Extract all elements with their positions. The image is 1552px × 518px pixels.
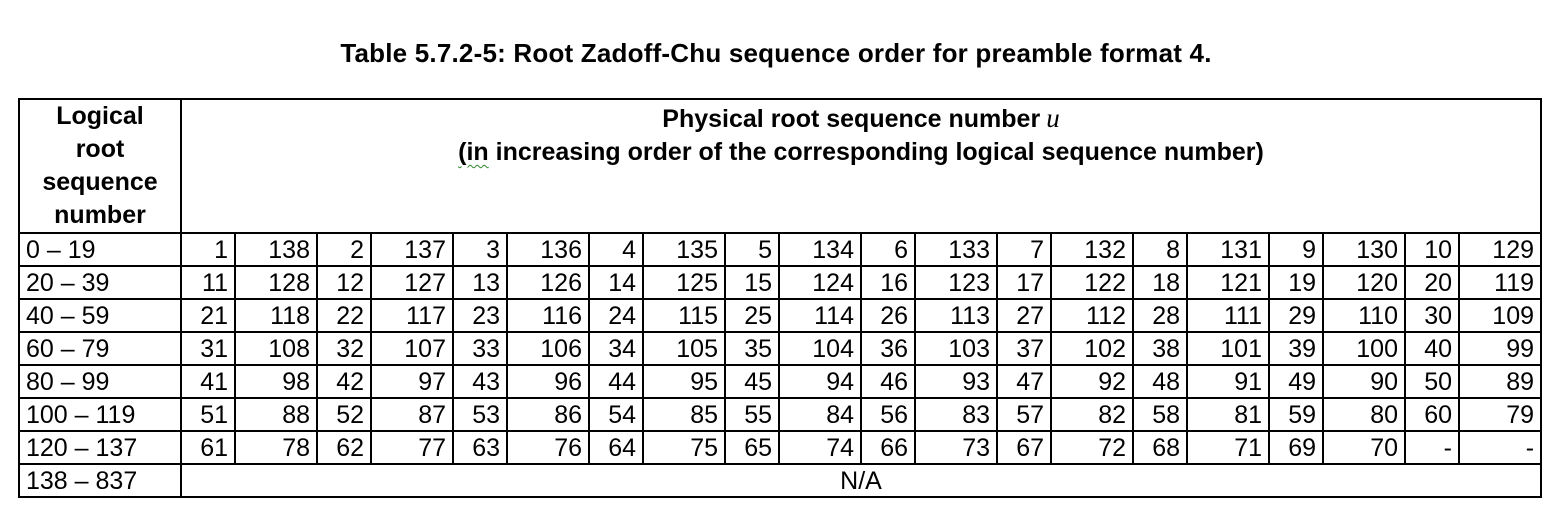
physical-root-cell: 39 — [1269, 332, 1323, 365]
physical-root-cell: 108 — [235, 332, 317, 365]
physical-root-cell: 26 — [861, 299, 915, 332]
physical-root-cell: 102 — [1051, 332, 1133, 365]
physical-root-cell: 61 — [181, 431, 235, 464]
physical-root-cell: 29 — [1269, 299, 1323, 332]
physical-root-cell: 53 — [453, 398, 507, 431]
physical-root-cell: 92 — [1051, 365, 1133, 398]
physical-root-cell: 133 — [915, 233, 997, 266]
physical-root-cell: 93 — [915, 365, 997, 398]
na-cell: N/A — [181, 464, 1541, 497]
physical-root-cell: 58 — [1133, 398, 1187, 431]
physical-root-cell: 11 — [181, 266, 235, 299]
physical-root-cell: 71 — [1187, 431, 1269, 464]
logical-root-header — [19, 99, 181, 233]
physical-root-cell: 6 — [861, 233, 915, 266]
physical-root-cell: 2 — [317, 233, 371, 266]
physical-root-cell: 125 — [643, 266, 725, 299]
physical-root-cell: 73 — [915, 431, 997, 464]
physical-root-cell: 130 — [1323, 233, 1405, 266]
physical-root-cell: 113 — [915, 299, 997, 332]
physical-root-cell: 57 — [997, 398, 1051, 431]
physical-root-cell: 34 — [589, 332, 643, 365]
physical-root-cell: 15 — [725, 266, 779, 299]
physical-root-cell: 38 — [1133, 332, 1187, 365]
physical-root-cell: 28 — [1133, 299, 1187, 332]
table-row — [19, 299, 1541, 332]
physical-header-symbol: u — [1046, 103, 1060, 133]
physical-root-cell: 134 — [779, 233, 861, 266]
physical-root-cell: 70 — [1323, 431, 1405, 464]
physical-root-cell: 64 — [589, 431, 643, 464]
physical-root-cell: 81 — [1187, 398, 1269, 431]
physical-root-cell: 88 — [235, 398, 317, 431]
table-body — [19, 233, 1541, 497]
physical-root-cell: 43 — [453, 365, 507, 398]
logical-header-line-3: sequence — [42, 168, 158, 196]
physical-root-cell: 68 — [1133, 431, 1187, 464]
physical-root-cell: 14 — [589, 266, 643, 299]
physical-root-cell: 59 — [1269, 398, 1323, 431]
physical-root-cell: 78 — [235, 431, 317, 464]
physical-root-cell: 98 — [235, 365, 317, 398]
physical-root-cell: 77 — [371, 431, 453, 464]
zadoff-chu-table — [18, 98, 1542, 498]
physical-root-cell: 96 — [507, 365, 589, 398]
physical-header-title-text: Physical root sequence number — [662, 105, 1041, 133]
physical-root-cell: 56 — [861, 398, 915, 431]
physical-header-subtitle-text: increasing order of the corresponding logical sequence number) — [488, 138, 1264, 166]
physical-root-cell: - — [1459, 431, 1541, 464]
physical-root-cell: 40 — [1405, 332, 1459, 365]
header-row — [19, 99, 1541, 233]
physical-header-subtitle — [188, 136, 1534, 169]
physical-root-cell: 66 — [861, 431, 915, 464]
physical-root-header — [181, 99, 1541, 233]
physical-root-cell: 74 — [779, 431, 861, 464]
physical-root-cell: 44 — [589, 365, 643, 398]
table-row-last — [19, 464, 1541, 497]
logical-range-cell: 40 – 59 — [19, 299, 181, 332]
physical-root-cell: 126 — [507, 266, 589, 299]
physical-root-cell: 82 — [1051, 398, 1133, 431]
physical-root-cell: 12 — [317, 266, 371, 299]
physical-root-cell: 97 — [371, 365, 453, 398]
physical-root-cell: 45 — [725, 365, 779, 398]
physical-root-cell: 67 — [997, 431, 1051, 464]
physical-root-cell: 47 — [997, 365, 1051, 398]
physical-root-cell: 54 — [589, 398, 643, 431]
physical-root-cell: 105 — [643, 332, 725, 365]
physical-root-cell: 84 — [779, 398, 861, 431]
physical-root-cell: 85 — [643, 398, 725, 431]
physical-root-cell: 119 — [1459, 266, 1541, 299]
physical-root-cell: 52 — [317, 398, 371, 431]
physical-root-cell: 21 — [181, 299, 235, 332]
table-row — [19, 332, 1541, 365]
physical-root-cell: 60 — [1405, 398, 1459, 431]
physical-root-cell: 36 — [861, 332, 915, 365]
physical-root-cell: 31 — [181, 332, 235, 365]
physical-root-cell: 46 — [861, 365, 915, 398]
physical-root-cell: 72 — [1051, 431, 1133, 464]
physical-root-cell: 121 — [1187, 266, 1269, 299]
physical-root-cell: 117 — [371, 299, 453, 332]
physical-root-cell: 69 — [1269, 431, 1323, 464]
physical-root-cell: 103 — [915, 332, 997, 365]
physical-root-cell: 124 — [779, 266, 861, 299]
physical-root-cell: 33 — [453, 332, 507, 365]
logical-range-cell: 60 – 79 — [19, 332, 181, 365]
physical-root-cell: 111 — [1187, 299, 1269, 332]
logical-range-cell: 100 – 119 — [19, 398, 181, 431]
logical-header-line-1: Logical — [56, 102, 144, 130]
physical-root-cell: 41 — [181, 365, 235, 398]
physical-root-cell: 118 — [235, 299, 317, 332]
physical-root-cell: 13 — [453, 266, 507, 299]
physical-root-cell: 104 — [779, 332, 861, 365]
physical-root-cell: 30 — [1405, 299, 1459, 332]
physical-root-cell: 18 — [1133, 266, 1187, 299]
physical-root-cell: 109 — [1459, 299, 1541, 332]
table-row — [19, 431, 1541, 464]
physical-root-cell: 83 — [915, 398, 997, 431]
physical-root-cell: 42 — [317, 365, 371, 398]
physical-root-cell: 95 — [643, 365, 725, 398]
physical-root-cell: 90 — [1323, 365, 1405, 398]
physical-root-cell: 120 — [1323, 266, 1405, 299]
physical-root-cell: 114 — [779, 299, 861, 332]
logical-range-cell: 138 – 837 — [19, 464, 181, 497]
spellcheck-squiggle-word: (in — [458, 138, 489, 166]
physical-root-cell: 23 — [453, 299, 507, 332]
physical-root-cell: 110 — [1323, 299, 1405, 332]
table-row — [19, 365, 1541, 398]
physical-root-cell: 20 — [1405, 266, 1459, 299]
physical-root-cell: 37 — [997, 332, 1051, 365]
physical-root-cell: 91 — [1187, 365, 1269, 398]
physical-root-cell: 136 — [507, 233, 589, 266]
physical-root-cell: 50 — [1405, 365, 1459, 398]
logical-header-line-4: number — [54, 201, 146, 229]
physical-root-cell: 107 — [371, 332, 453, 365]
physical-root-cell: 4 — [589, 233, 643, 266]
physical-root-cell: 115 — [643, 299, 725, 332]
physical-root-cell: 55 — [725, 398, 779, 431]
physical-root-cell: 5 — [725, 233, 779, 266]
physical-root-cell: 7 — [997, 233, 1051, 266]
physical-root-cell: 35 — [725, 332, 779, 365]
physical-root-cell: 27 — [997, 299, 1051, 332]
physical-root-cell: 24 — [589, 299, 643, 332]
physical-root-cell: 99 — [1459, 332, 1541, 365]
physical-root-cell: 87 — [371, 398, 453, 431]
table-row — [19, 233, 1541, 266]
physical-root-cell: 106 — [507, 332, 589, 365]
physical-root-cell: 63 — [453, 431, 507, 464]
logical-range-cell: 20 – 39 — [19, 266, 181, 299]
physical-root-cell: 129 — [1459, 233, 1541, 266]
physical-root-cell: 127 — [371, 266, 453, 299]
physical-root-cell: 25 — [725, 299, 779, 332]
physical-root-cell: 132 — [1051, 233, 1133, 266]
physical-root-cell: 122 — [1051, 266, 1133, 299]
physical-root-cell: 9 — [1269, 233, 1323, 266]
physical-root-cell: 89 — [1459, 365, 1541, 398]
physical-root-cell: 116 — [507, 299, 589, 332]
physical-root-cell: 49 — [1269, 365, 1323, 398]
physical-root-cell: 79 — [1459, 398, 1541, 431]
physical-root-cell: 3 — [453, 233, 507, 266]
physical-root-cell: 135 — [643, 233, 725, 266]
physical-root-cell: 100 — [1323, 332, 1405, 365]
physical-root-cell: 101 — [1187, 332, 1269, 365]
physical-root-cell: 128 — [235, 266, 317, 299]
logical-range-cell: 0 – 19 — [19, 233, 181, 266]
physical-root-cell: 112 — [1051, 299, 1133, 332]
physical-root-cell: 138 — [235, 233, 317, 266]
logical-range-cell: 120 – 137 — [19, 431, 181, 464]
table-caption: Table 5.7.2-5: Root Zadoff-Chu sequence order for preamble format 4. — [340, 38, 1212, 68]
physical-root-cell: 65 — [725, 431, 779, 464]
physical-root-cell: 22 — [317, 299, 371, 332]
logical-range-cell: 80 – 99 — [19, 365, 181, 398]
physical-root-cell: 32 — [317, 332, 371, 365]
physical-root-cell: 80 — [1323, 398, 1405, 431]
physical-root-cell: 76 — [507, 431, 589, 464]
physical-header-title — [188, 102, 1534, 136]
physical-root-cell: 94 — [779, 365, 861, 398]
table-row — [19, 398, 1541, 431]
physical-root-cell: 8 — [1133, 233, 1187, 266]
physical-root-cell: 86 — [507, 398, 589, 431]
physical-root-cell: 19 — [1269, 266, 1323, 299]
physical-root-cell: 51 — [181, 398, 235, 431]
physical-root-cell: 48 — [1133, 365, 1187, 398]
physical-root-cell: 62 — [317, 431, 371, 464]
physical-root-cell: - — [1405, 431, 1459, 464]
physical-root-cell: 1 — [181, 233, 235, 266]
physical-root-cell: 17 — [997, 266, 1051, 299]
physical-root-cell: 123 — [915, 266, 997, 299]
physical-root-cell: 10 — [1405, 233, 1459, 266]
logical-header-line-2: root — [75, 135, 125, 163]
physical-root-cell: 75 — [643, 431, 725, 464]
physical-root-cell: 131 — [1187, 233, 1269, 266]
table-row — [19, 266, 1541, 299]
physical-root-cell: 137 — [371, 233, 453, 266]
physical-root-cell: 16 — [861, 266, 915, 299]
